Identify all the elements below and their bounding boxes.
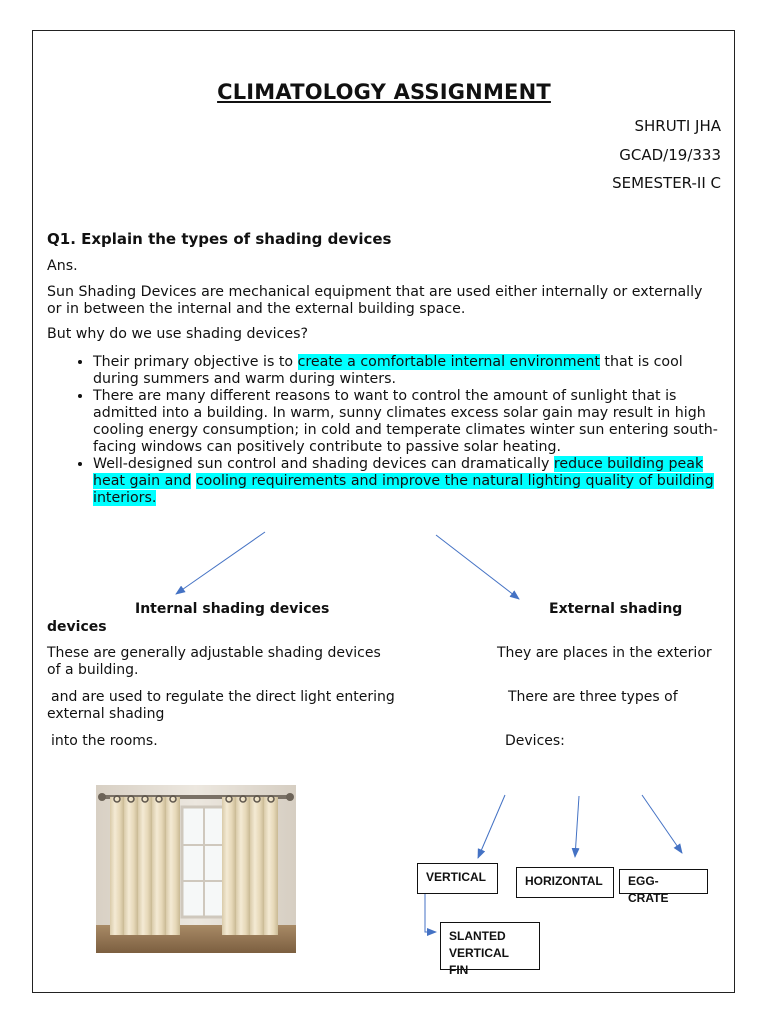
internal-heading: Internal shading devices: [135, 601, 330, 617]
external-heading-continued: devices: [47, 619, 107, 635]
semester: SEMESTER-II C: [612, 174, 721, 192]
definition-line-2: or in between the internal and the external building space.: [47, 301, 466, 317]
external-line-1-continued: of a building.: [47, 662, 139, 678]
bullet-text: Well-designed sun control and shading devices can dramatically: [93, 456, 554, 472]
internal-line-2: and are used to regulate the direct light entering: [51, 689, 395, 705]
answer-label: Ans.: [47, 258, 78, 274]
definition-line-1: Sun Shading Devices are mechanical equipment that are used either internally or externally: [47, 284, 703, 300]
highlighted-text: create a comfortable internal environment: [297, 354, 600, 370]
internal-line-3: into the rooms.: [51, 733, 158, 749]
type-box-slanted-vertical-fin: [440, 922, 540, 977]
external-line-1: They are places in the exterior: [497, 645, 712, 661]
curtain-illustration: [96, 785, 296, 953]
external-line-3: Devices:: [505, 733, 565, 749]
external-line-2-continued: external shading: [47, 706, 165, 722]
question-heading: Q1. Explain the types of shading devices: [47, 230, 392, 248]
bullet-text: Their primary objective is to: [93, 354, 298, 370]
internal-line-1: These are generally adjustable shading devices: [47, 645, 381, 661]
slanted-line-2: VERTICAL FIN: [449, 946, 509, 977]
author-name: SHRUTI JHA: [634, 117, 721, 135]
external-heading: External shading: [549, 601, 683, 617]
highlighted-text: reduce building peak heat gain and: [93, 456, 704, 489]
bullet-text: There are many different reasons to want to control the amount of sunlight that is admitted into a building. In warm, sunny climates excess solar gain may result in high cooling energy consumption; in cold and temperate climates winter sun entering south-facing windows can positively contribute to passive solar heating.: [93, 388, 718, 455]
arrow-to-slanted: [425, 894, 436, 932]
type-box-egg-crate: EGG-CRATE: [619, 869, 708, 894]
bullet-text: that is cool during summers and warm during winters.: [93, 354, 683, 387]
slanted-line-1: SLANTED: [449, 929, 506, 943]
document-title: CLIMATOLOGY ASSIGNMENT: [217, 80, 551, 104]
arrow-to-external: [436, 535, 519, 599]
highlighted-text: cooling requirements and improve the natural lighting quality of building interiors.: [93, 473, 714, 506]
arrow-to-internal: [176, 532, 265, 594]
roll-number: GCAD/19/333: [619, 146, 721, 164]
curtain-photo: [96, 785, 296, 953]
type-box-horizontal: HORIZONTAL: [516, 867, 614, 898]
why-question: But why do we use shading devices?: [47, 326, 309, 342]
external-line-2: There are three types of: [508, 689, 678, 705]
arrow-to-horizontal: [575, 796, 579, 857]
arrow-to-egg-crate: [642, 795, 682, 853]
type-box-vertical: VERTICAL: [417, 863, 498, 894]
arrow-to-vertical: [478, 795, 505, 858]
